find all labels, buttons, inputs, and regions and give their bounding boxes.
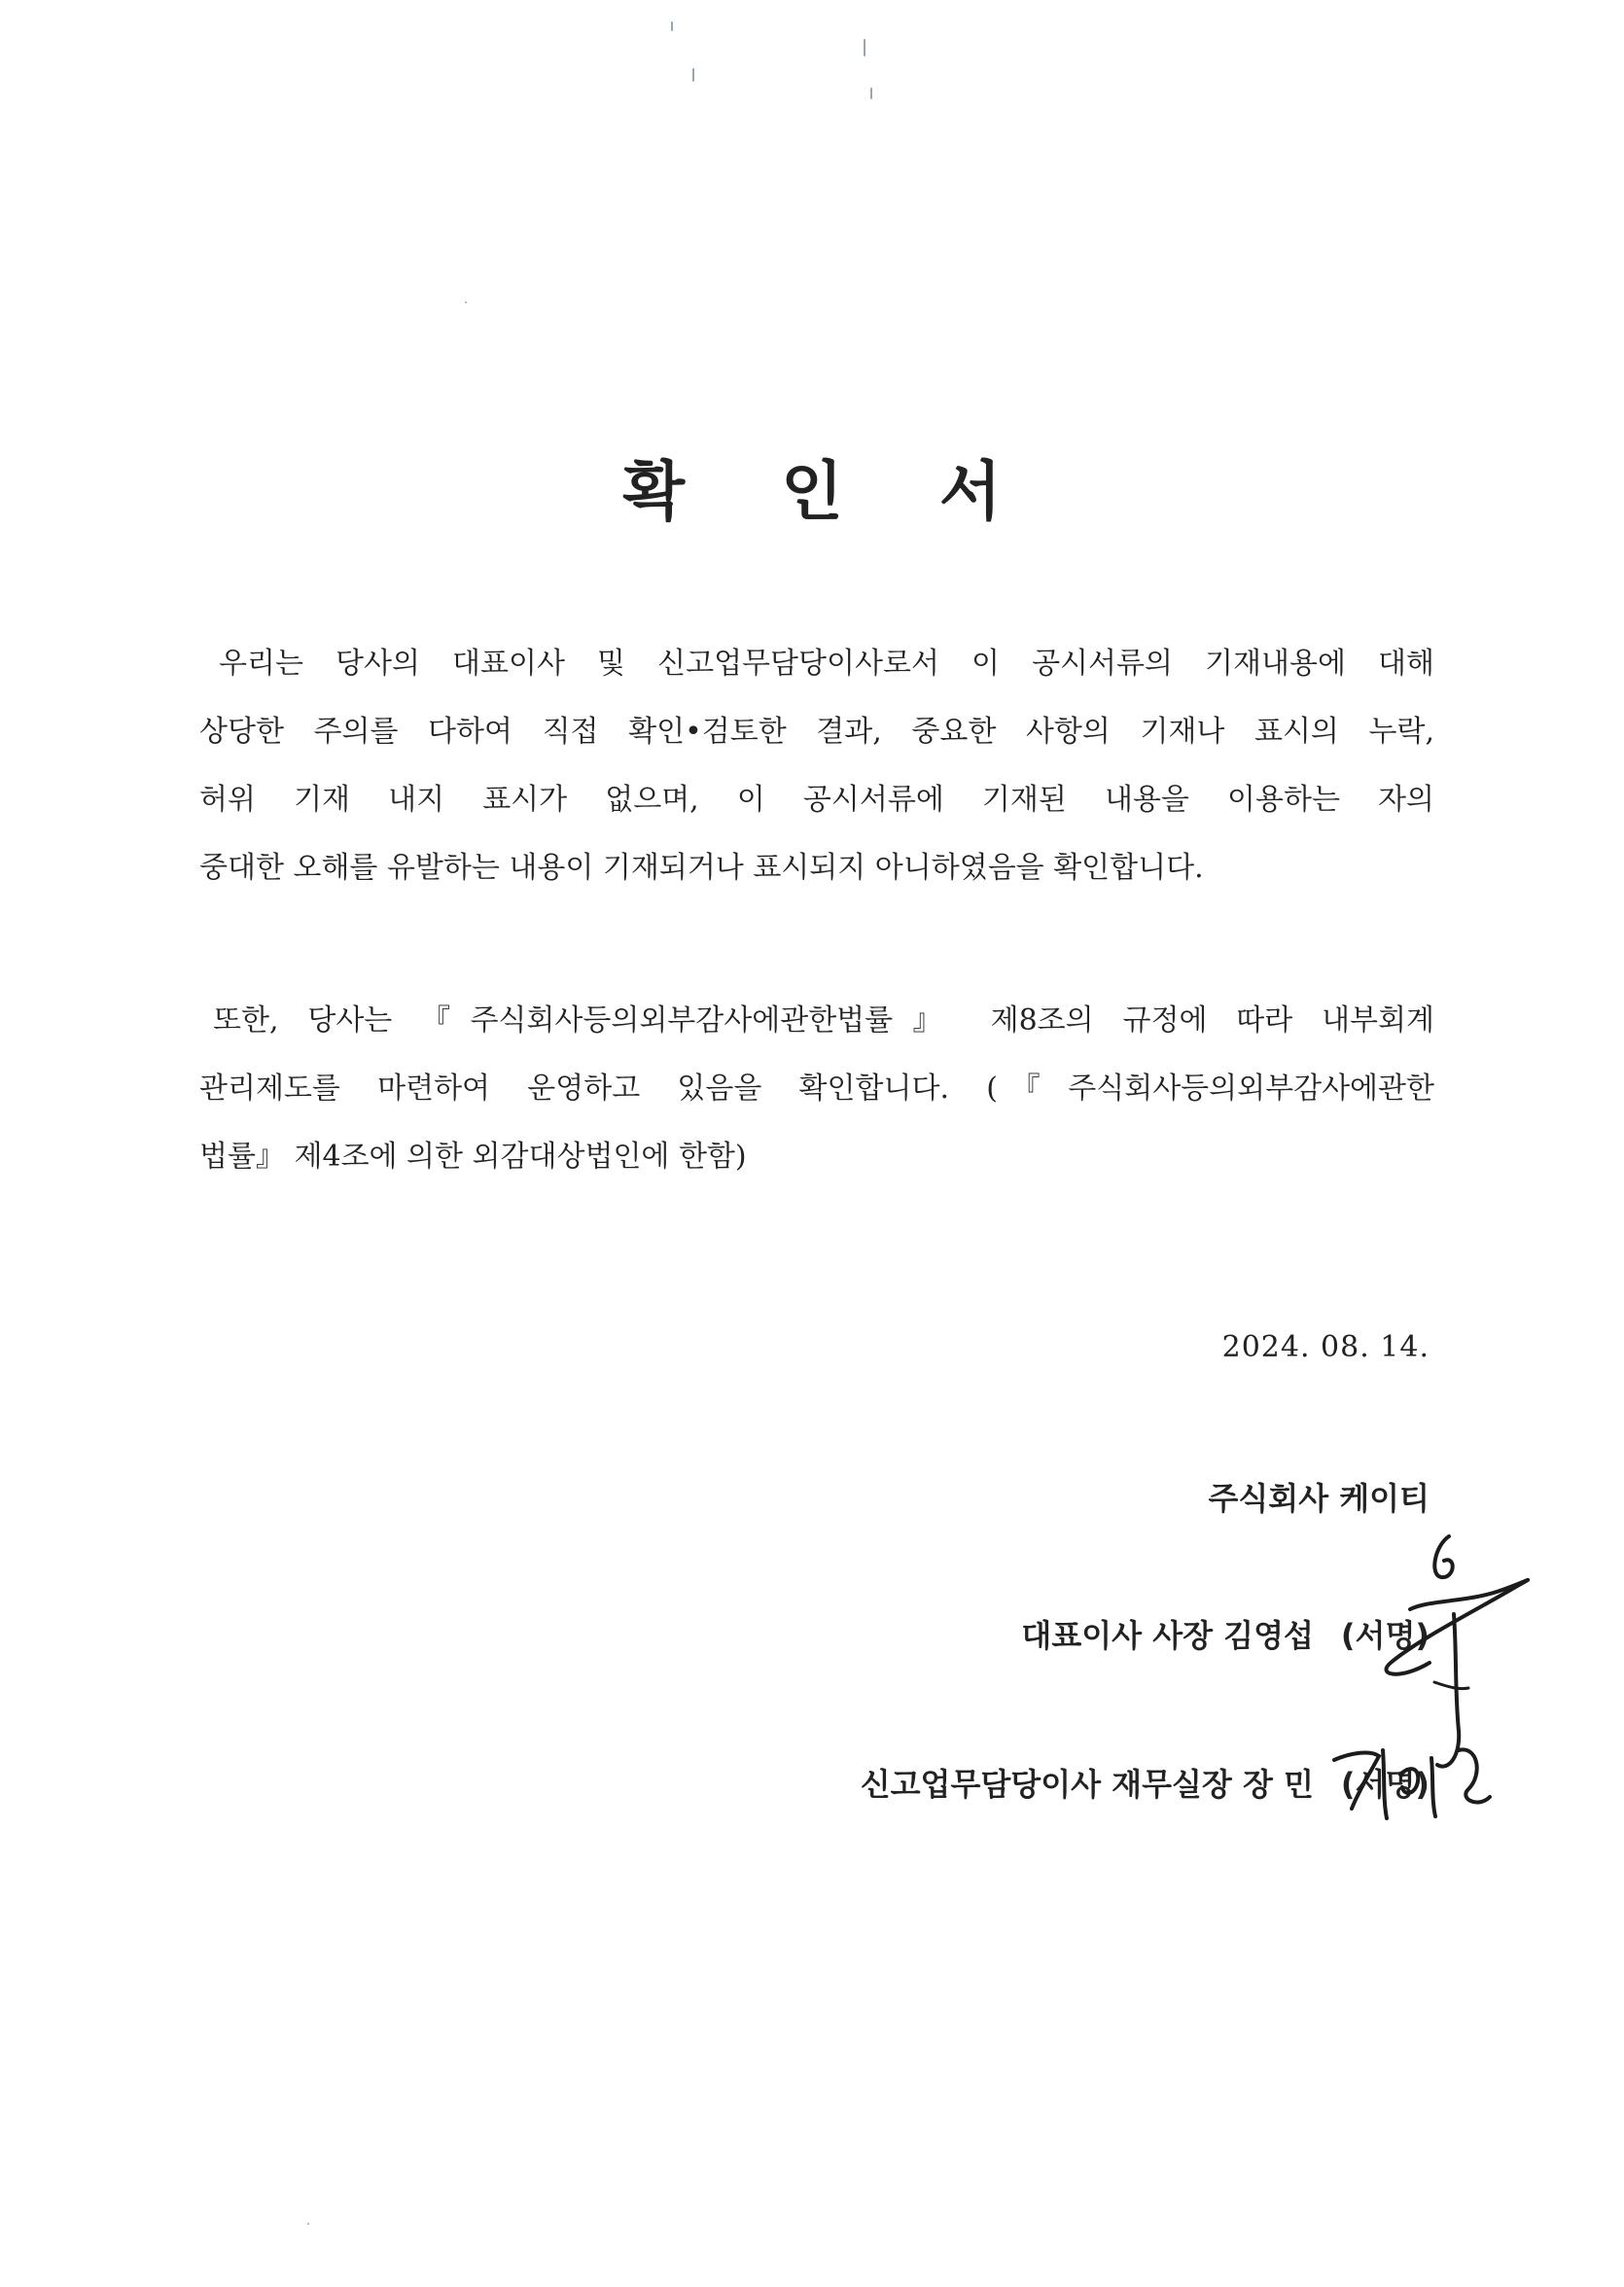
scan-speck (671, 21, 673, 31)
paragraph-line: 관리제도를 마련하여 운영하고 있음을 확인합니다. (『주식회사등의외부감사에관한 (199, 1072, 1434, 1106)
scan-speck (870, 88, 872, 99)
document-date: 2024. 08. 14. (1221, 1330, 1430, 1364)
paragraph-line: 상당한 주의를 다하여 직접 확인•검토한 결과, 중요한 사항의 기재나 표시의 누락, (199, 715, 1434, 749)
scan-speck (465, 301, 467, 303)
scan-speck (864, 39, 865, 56)
ceo-signer-title: 대표이사 사장 김영섭 (1021, 1617, 1314, 1654)
scan-speck (307, 2223, 309, 2225)
cfo-signer-title: 신고업무담당이사 재무실장 장 민 (860, 1766, 1314, 1803)
cfo-signer-line (861, 1760, 1430, 1805)
company-name: 주식회사 케이티 (1208, 1480, 1430, 1517)
ceo-signature-mark: (서명) (1340, 1617, 1430, 1654)
internal-control-paragraph (199, 987, 1434, 1191)
paragraph-line: 우리는 당사의 대표이사 및 신고업무담당이사로서 이 공시서류의 기재내용에 대해 (219, 647, 1434, 681)
paragraph-line: 허위 기재 내지 표시가 없으며, 이 공시서류에 기재된 내용을 이용하는 자의 (199, 783, 1434, 817)
paragraph-line: 법률』 제4조에 의한 외감대상법인에 한함) (199, 1140, 747, 1174)
confirmation-paragraph (199, 630, 1434, 902)
document-title: 확 인 서 (622, 454, 1039, 530)
paragraph-line: 또한, 당사는 『주식회사등의외부감사에관한법률』 제8조의 규정에 따라 내부회계 (213, 1003, 1434, 1038)
ceo-handwritten-signature (1264, 1517, 1556, 1799)
scan-speck (692, 68, 694, 82)
paragraph-line: 중대한 오해를 유발하는 내용이 기재되거나 표시되지 아니하였음을 확인합니다. (199, 851, 1204, 885)
cfo-signature-mark: (서명) (1340, 1766, 1430, 1803)
ceo-signer-line (1021, 1611, 1430, 1656)
